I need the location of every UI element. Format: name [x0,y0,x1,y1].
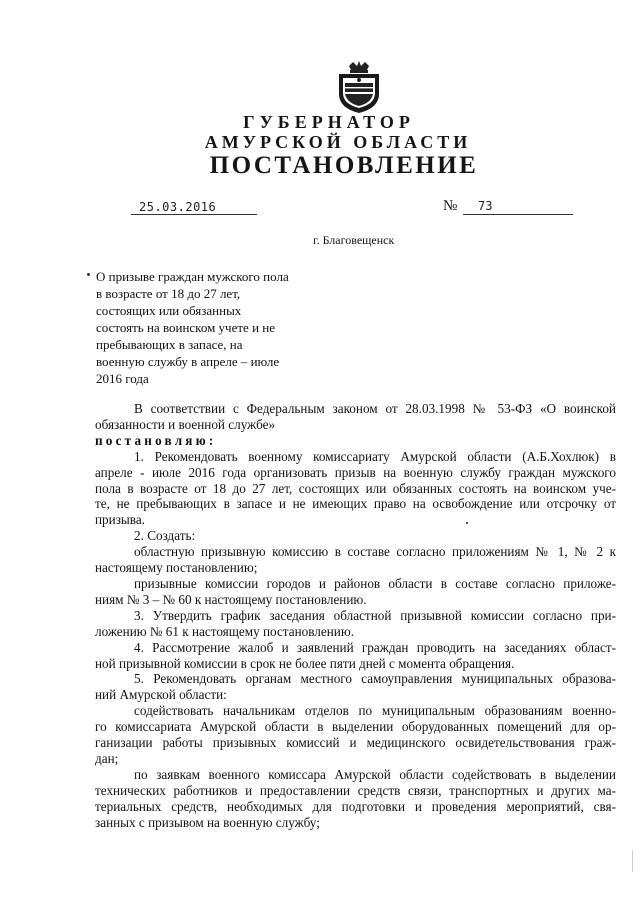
scan-edge-mark [632,850,633,872]
decree-word: постановляю: [95,432,217,448]
header-region: АМУРСКОЙ ОБЛАСТИ [204,132,472,152]
title-line: 2016 года [96,371,149,386]
corner-mark [87,273,90,276]
document-number: 73 [478,199,493,213]
intro-line: В соответствии с Федеральным законом от 28.03.1998 № 53-ФЗ «О воинской [134,401,616,416]
paragraph-2a-line: областную призывную комиссию в составе согласно приложениям № 1, № 2 к [134,544,616,560]
coat-of-arms-emblem [335,60,383,114]
paragraph-3-line: 3. Утвердить график заседания областной призывной комиссии согласно при- [134,607,616,623]
paragraph-1-line: пола в возрасте от 18 до 27 лет, состоящих или обязанных состоять на воинском уче- [95,480,616,496]
paragraph-5b-line: технических работников и предоставлении средств связи, транспортных и других ма- [95,782,616,798]
paragraph-2b-line: ниям № 3 – № 60 к настоящему постановлению. [95,591,367,607]
number-sign: № [443,198,458,214]
paragraph-1-line: апреле - июле 2016 года организовать призыв на военную службу граждан мужского [95,464,616,480]
paragraph-2a-line: настоящему постановлению; [95,560,258,576]
paragraph-5a-line: содействовать начальникам отделов по муниципальным образованиям военно- [134,703,616,719]
title-line: О призыве граждан мужского пола [96,269,289,284]
paragraph-1-line: призыва. [95,512,145,528]
header-governor: ГУБЕРНАТОР [243,112,415,132]
title-line: состоящих или обязанных [96,303,242,318]
paragraph-5a-line: го комиссариата Амурской области в выделении оборудованных помещений для ор- [95,719,616,735]
paragraph-5b-line: териальных средств, необходимых для подготовки и проведения мероприятий, свя- [95,798,616,814]
paragraph-5-line: ний Амурской области: [95,687,227,703]
paragraph-2: 2. Создать: [134,528,196,544]
scan-speck [466,522,468,524]
paragraph-2b-line: призывные комиссии городов и районов области в составе согласно приложе- [134,575,616,591]
paragraph-5b-line: занных с призывом на военную службу; [95,814,320,830]
title-line: пребывающих в запасе, на [96,337,243,352]
intro-line: обязанности и военной службе» [95,416,276,432]
document-date: 25.03.2016 [139,200,217,214]
document-type-heading: ПОСТАНОВЛЕНИЕ [209,152,479,179]
paragraph-5a-line: дан; [95,750,119,766]
paragraph-1-line: 1. Рекомендовать военному комиссариату Амурской области (А.Б.Хохлюк) в [134,448,616,464]
decree-title [96,268,336,387]
paragraph-4-line: ной призывной комиссии в срок не более пяти дней с момента обращения. [95,655,515,671]
title-line: состоять на воинском учете и не [96,320,276,335]
paragraph-1-line: те, не пребывающих в запасе и не имеющих право на освобождение или отсрочку от [95,496,616,512]
decree-body [95,401,616,830]
paragraph-5b-line: по заявкам военного комиссара Амурской области содействовать в выделении [134,766,616,782]
paragraph-4-line: 4. Рассмотрение жалоб и заявлений граждан проводить на заседаниях област- [134,639,616,655]
city-name: г. Благовещенск [313,233,395,247]
paragraph-5-line: 5. Рекомендовать органам местного самоуправления муниципальных образова- [134,671,616,687]
title-line: военную службу в апреле – июле [96,354,280,369]
paragraph-3-line: ложению № 61 к настоящему постановлению. [95,623,354,639]
title-line: в возрасте от 18 до 27 лет, [96,286,241,301]
paragraph-5a-line: ганизации работы призывных комиссий и медицинского освидетельствования граж- [95,735,616,751]
